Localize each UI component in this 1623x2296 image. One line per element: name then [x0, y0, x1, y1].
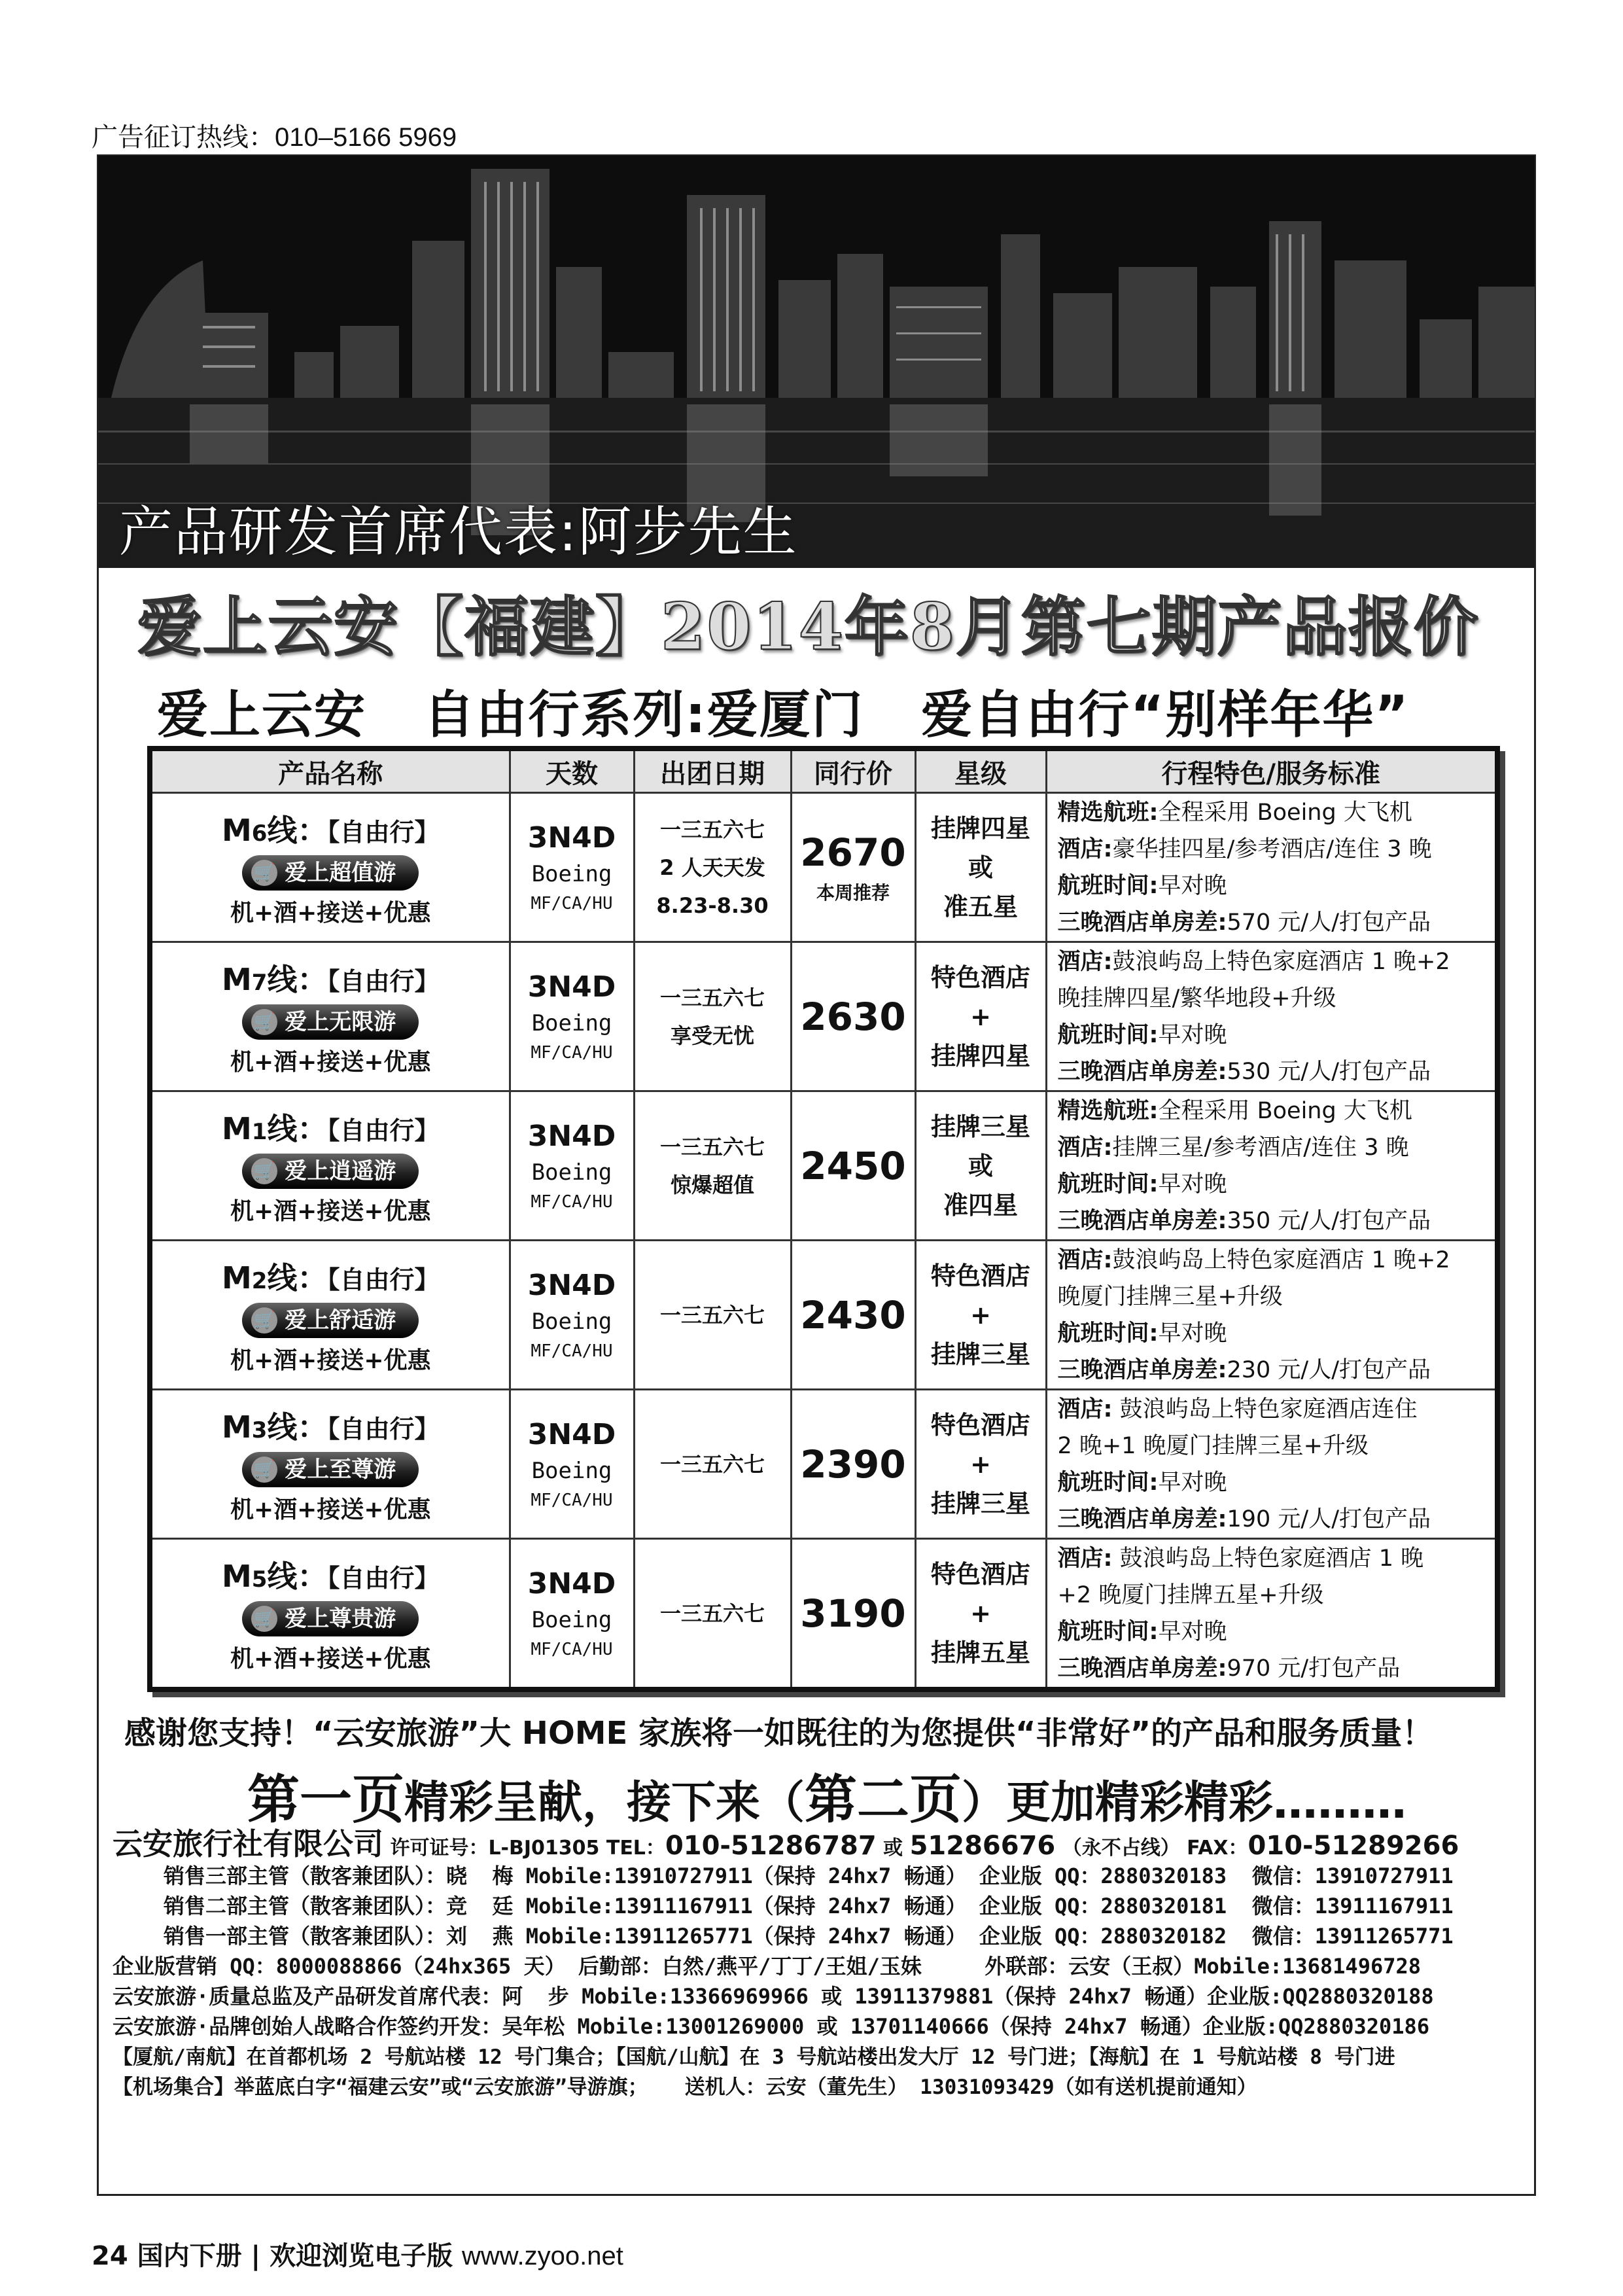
date-line: 2 人天天发: [659, 855, 765, 880]
aircraft: Boeing: [531, 1607, 612, 1633]
product-cell: [150, 1241, 510, 1390]
feature-line: [1058, 868, 1495, 904]
feature-line: [1058, 1129, 1495, 1166]
date-line: 一三五六七: [659, 1302, 765, 1328]
feature-text: 230 元/人/打包产品: [1227, 1356, 1431, 1383]
price-value: 2450: [800, 1143, 906, 1188]
line-name: [152, 1553, 509, 1596]
feature-text: 全程采用 Boeing 大飞机: [1158, 799, 1412, 826]
days-value: 3N4D: [527, 1120, 616, 1153]
feature-line: [1058, 980, 1495, 1017]
feature-line: [1058, 1391, 1495, 1428]
next-page-second: 第二页: [805, 1769, 962, 1830]
feature-line: [1058, 1279, 1495, 1315]
aircraft: Boeing: [531, 861, 612, 887]
feature-line: [1058, 831, 1495, 868]
line-letter: M: [222, 1559, 252, 1594]
line-letter: M: [222, 962, 252, 997]
days-value: 3N4D: [527, 1269, 616, 1302]
date-cell: [634, 1390, 791, 1539]
feature-label: 酒店:: [1057, 1134, 1113, 1161]
table-row: [150, 1539, 1497, 1690]
line-number: 3: [251, 1417, 268, 1443]
product-cell: [150, 1091, 510, 1241]
feature-label: 酒店:: [1057, 1396, 1113, 1422]
line-number: 5: [251, 1566, 268, 1593]
feature-line: [1058, 794, 1495, 831]
tel-or: 或: [876, 1837, 910, 1860]
star-cell: [915, 793, 1046, 942]
star-cell: [915, 1091, 1046, 1241]
feature-text: 鼓浪屿岛上特色家庭酒店连住: [1112, 1396, 1418, 1422]
line-suffix: 线：: [267, 1260, 328, 1296]
badge-label: 爱上舒适游: [285, 1307, 396, 1333]
airport-meeting: 【机场集合】举蓝底白字“福建云安”或“云安旅游”导游旗； 送机人：云安（董先生） 13031093429（如有送机提前通知）: [113, 2075, 1257, 2099]
star-line: 挂牌四星: [930, 1041, 1030, 1070]
feature-text: 晚挂牌四星/繁华地段+升级: [1057, 985, 1336, 1012]
product-badge-button[interactable]: [242, 855, 419, 891]
feature-text: 570 元/人/打包产品: [1227, 909, 1431, 936]
date-line: 一三五六七: [659, 1134, 765, 1159]
feature-text: 530 元/人/打包产品: [1227, 1058, 1431, 1085]
feature-label: 航班时间:: [1057, 1021, 1159, 1048]
header-date: 出团日期: [634, 749, 791, 793]
feature-label: 航班时间:: [1057, 1171, 1159, 1197]
footer-url[interactable]: www.zyoo.net: [462, 2242, 623, 2270]
star-line: 准五星: [943, 892, 1018, 921]
line-name: [152, 1105, 509, 1148]
feature-label: 三晚酒店单房差:: [1057, 1655, 1227, 1682]
price-table: [147, 746, 1500, 1692]
days-cell: [510, 1539, 634, 1690]
star-line: +: [970, 1002, 991, 1031]
feature-cell: [1046, 1091, 1497, 1241]
line-number: 6: [251, 821, 268, 847]
feature-text: 早对晚: [1158, 1469, 1227, 1496]
feature-text: 豪华挂四星/参考酒店/连住 3 晚: [1112, 836, 1432, 862]
feature-text: 全程采用 Boeing 大飞机: [1158, 1097, 1412, 1124]
feature-label: 酒店:: [1057, 1545, 1113, 1572]
aircraft: Boeing: [531, 1010, 612, 1036]
badge-label: 爱上超值游: [285, 860, 396, 886]
airlines: MF/CA/HU: [531, 894, 613, 913]
days-cell: [510, 1091, 634, 1241]
feature-line: [1058, 1352, 1495, 1388]
package-desc: 机+酒+接送+优惠: [230, 1496, 431, 1523]
price-value: 3190: [800, 1591, 906, 1636]
feature-label: 精选航班:: [1057, 799, 1159, 826]
price-cell: [791, 793, 915, 942]
hero-banner: [98, 156, 1535, 568]
feature-cell: [1046, 793, 1497, 942]
product-badge-button[interactable]: [242, 1601, 419, 1636]
line-number: 1: [251, 1119, 268, 1145]
days-cell: [510, 1390, 634, 1539]
feature-cell: [1046, 1390, 1497, 1539]
table-header-row: [150, 749, 1497, 793]
feature-label: 航班时间:: [1057, 1469, 1159, 1496]
star-line: +: [970, 1598, 991, 1628]
contact-quality: 云安旅游·质量总监及产品研发首席代表：阿 步 Mobile:13366969966 或 13911379881（保持 24hx7 畅通）企业版:QQ2880320188: [113, 1984, 1434, 2009]
table-row: [150, 1091, 1497, 1241]
days-value: 3N4D: [527, 821, 616, 855]
feature-text: 晚厦门挂牌三星+升级: [1057, 1283, 1283, 1310]
star-line: +: [970, 1300, 991, 1330]
page-number: 24: [92, 2241, 128, 2271]
line-name: [152, 956, 509, 999]
feature-line: [1058, 1464, 1495, 1501]
package-desc: 机+酒+接送+优惠: [230, 1198, 431, 1225]
price-value: 2670: [800, 830, 906, 875]
feature-text: 挂牌三星/参考酒店/连住 3 晚: [1112, 1134, 1409, 1161]
tel-number: 010-51286787: [665, 1831, 877, 1861]
airport-gates: 【厦航/南航】在首都机场 2 号航站楼 12 号门集合；【国航/山航】在 3 号航站楼出发大厅 12 号门进；【海航】在 1 号航站楼 8 号门进: [113, 2045, 1395, 2069]
airlines: MF/CA/HU: [531, 1640, 613, 1659]
price-value: 2630: [800, 994, 906, 1039]
days-value: 3N4D: [527, 1418, 616, 1451]
table-row: [150, 942, 1497, 1091]
cart-icon: 🛒: [251, 860, 277, 886]
feature-line: [1058, 1053, 1495, 1090]
feature-label: 三晚酒店单房差:: [1057, 1506, 1227, 1532]
airlines: MF/CA/HU: [531, 1043, 613, 1063]
line-name: [152, 1404, 509, 1447]
date-cell: [634, 1241, 791, 1390]
header-stars: 星级: [915, 749, 1046, 793]
package-desc: 机+酒+接送+优惠: [230, 1646, 431, 1672]
line-suffix: 线：: [267, 962, 328, 997]
aircraft: Boeing: [531, 1458, 612, 1484]
aircraft: Boeing: [531, 1309, 612, 1335]
feature-label: 三晚酒店单房差:: [1057, 1058, 1227, 1085]
star-line: 挂牌五星: [930, 1638, 1030, 1667]
days-value: 3N4D: [527, 970, 616, 1004]
price-value: 2390: [800, 1441, 906, 1487]
feature-line: [1058, 1577, 1495, 1614]
star-line: 挂牌四星: [930, 813, 1030, 843]
package-desc: 机+酒+接送+优惠: [230, 900, 431, 927]
feature-line: [1058, 944, 1495, 980]
cart-icon: 🛒: [251, 1158, 277, 1184]
product-cell: [150, 942, 510, 1091]
star-line: 或: [968, 853, 993, 882]
feature-label: 酒店:: [1057, 948, 1113, 975]
aircraft: Boeing: [531, 1159, 612, 1186]
feature-text: 鼓浪屿岛上特色家庭酒店 1 晚+2: [1112, 1246, 1450, 1273]
header-price: 同行价: [791, 749, 915, 793]
star-line: 特色酒店: [930, 1559, 1030, 1589]
company-name: 云安旅行社有限公司: [113, 1826, 383, 1862]
feature-line: [1058, 1203, 1495, 1239]
line-name: [152, 1254, 509, 1298]
price-cell: [791, 1390, 915, 1539]
date-line: 一三五六七: [659, 817, 765, 842]
company-line: [113, 1820, 1459, 1863]
line-suffix: 线：: [267, 1409, 328, 1445]
star-cell: [915, 942, 1046, 1091]
line-suffix: 线：: [267, 813, 328, 848]
cart-icon: 🛒: [251, 1606, 277, 1632]
feature-label: 精选航班:: [1057, 1097, 1159, 1124]
feature-text: 鼓浪屿岛上特色家庭酒店 1 晚: [1112, 1545, 1424, 1572]
line-name: [152, 807, 509, 850]
feature-line: [1058, 1614, 1495, 1650]
feature-cell: [1046, 1241, 1497, 1390]
fax-label: （永不占线） FAX：: [1055, 1837, 1248, 1860]
price-value: 2430: [800, 1292, 906, 1337]
star-cell: [915, 1390, 1046, 1539]
header-features: 行程特色/服务标准: [1046, 749, 1497, 793]
fax-number: 010-51289266: [1248, 1831, 1459, 1861]
feature-label: 酒店:: [1057, 1246, 1113, 1273]
star-line: +: [970, 1449, 991, 1479]
feature-line: [1058, 1650, 1495, 1687]
line-number: 7: [251, 970, 268, 996]
date-line: 享受无忧: [670, 1023, 754, 1048]
feature-text: 350 元/人/打包产品: [1227, 1207, 1431, 1234]
thanks-message: 感谢您支持！“云安旅游”大 HOME 家族将一如既往的为您提供“非常好”的产品和服务质量！: [124, 1715, 1434, 1752]
line-letter: M: [222, 1260, 252, 1296]
product-cell: [150, 1390, 510, 1539]
feature-label: 三晚酒店单房差:: [1057, 1207, 1227, 1234]
product-badge-button[interactable]: [242, 1452, 419, 1487]
feature-line: [1058, 1242, 1495, 1279]
line-letter: M: [222, 1409, 252, 1445]
star-cell: [915, 1241, 1046, 1390]
date-line: 惊爆超值: [670, 1172, 754, 1197]
line-suffix: 线：: [267, 1559, 328, 1594]
price-cell: [791, 942, 915, 1091]
days-cell: [510, 942, 634, 1091]
line-letter: M: [222, 1111, 252, 1146]
feature-text: 早对晚: [1158, 1171, 1227, 1197]
line-tag: 【自由行】: [327, 818, 440, 847]
feature-line: [1058, 1017, 1495, 1053]
product-badge-button[interactable]: [242, 1004, 419, 1040]
feature-text: 2 晚+1 晚厦门挂牌三星+升级: [1057, 1432, 1369, 1459]
table-row: [150, 793, 1497, 942]
airlines: MF/CA/HU: [531, 1491, 613, 1510]
footer-separator: |: [251, 2241, 261, 2271]
table-row: [150, 1390, 1497, 1539]
feature-text: 970 元/打包产品: [1227, 1655, 1401, 1682]
feature-line: [1058, 1315, 1495, 1352]
feature-line: [1058, 1501, 1495, 1538]
line-tag: 【自由行】: [327, 1415, 440, 1443]
product-badge-button[interactable]: [242, 1303, 419, 1338]
price-cell: [791, 1539, 915, 1690]
airlines: MF/CA/HU: [531, 1341, 613, 1361]
package-desc: 机+酒+接送+优惠: [230, 1347, 431, 1374]
feature-text: 早对晚: [1158, 1021, 1227, 1048]
product-cell: [150, 793, 510, 942]
cart-icon: 🛒: [251, 1009, 277, 1035]
date-line: 一三五六七: [659, 1600, 765, 1626]
feature-line: [1058, 1540, 1495, 1577]
feature-label: 三晚酒店单房差:: [1057, 1356, 1227, 1383]
airlines: MF/CA/HU: [531, 1192, 613, 1212]
tel-number-2: 51286676: [909, 1831, 1056, 1861]
star-line: 特色酒店: [930, 1410, 1030, 1439]
feature-text: 早对晚: [1158, 872, 1227, 899]
line-tag: 【自由行】: [327, 1265, 440, 1294]
feature-line: [1058, 1428, 1495, 1464]
feature-text: 早对晚: [1158, 1320, 1227, 1347]
header-days: 天数: [510, 749, 634, 793]
line-suffix: 线：: [267, 1111, 328, 1146]
license-tel-label: 许可证号：L-BJ01305 TEL：: [383, 1837, 665, 1860]
star-line: 挂牌三星: [930, 1339, 1030, 1369]
package-desc: 机+酒+接送+优惠: [230, 1049, 431, 1076]
feature-line: [1058, 904, 1495, 941]
contact-sales-2: 销售二部主管（散客兼团队）：竞 廷 Mobile:13911167911（保持 24hx7 畅通） 企业版 QQ：2880320181 微信：13911167911: [164, 1894, 1454, 1918]
header-product: 产品名称: [150, 749, 510, 793]
hero-caption: 产品研发首席代表:阿步先生: [119, 501, 798, 563]
cart-icon: 🛒: [251, 1307, 277, 1333]
date-line: 一三五六七: [659, 1451, 765, 1477]
page-footer: [92, 2235, 623, 2272]
price-note: 本周推荐: [816, 881, 890, 904]
main-title: 爱上云安【福建】2014年8月第七期产品报价: [137, 590, 1479, 665]
feature-text: 190 元/人/打包产品: [1227, 1506, 1431, 1532]
date-cell: [634, 1539, 791, 1690]
footer-slogan: 欢迎浏览电子版: [270, 2241, 453, 2271]
feature-label: 航班时间:: [1057, 1320, 1159, 1347]
line-tag: 【自由行】: [327, 967, 440, 996]
section-name: 国内下册: [137, 2241, 242, 2271]
date-cell: [634, 1091, 791, 1241]
star-line: 特色酒店: [930, 1261, 1030, 1290]
feature-cell: [1046, 942, 1497, 1091]
contact-sales-3: 销售三部主管（散客兼团队）：晓 梅 Mobile:13910727911（保持 24hx7 畅通） 企业版 QQ：2880320183 微信：13910727911: [164, 1863, 1454, 1888]
feature-label: 航班时间:: [1057, 872, 1159, 899]
product-badge-button[interactable]: [242, 1154, 419, 1189]
star-line: 挂牌三星: [930, 1112, 1030, 1141]
feature-text: +2 晚厦门挂牌五星+升级: [1057, 1581, 1324, 1608]
date-cell: [634, 942, 791, 1091]
line-letter: M: [222, 813, 252, 848]
product-cell: [150, 1539, 510, 1690]
feature-label: 三晚酒店单房差:: [1057, 909, 1227, 936]
price-cell: [791, 1241, 915, 1390]
table-row: [150, 1241, 1497, 1390]
next-page-text2: ）更加精彩精彩………: [962, 1777, 1407, 1829]
star-line: 或: [968, 1151, 993, 1180]
next-page-text1: 精彩呈献，接下来（: [404, 1777, 805, 1829]
badge-label: 爱上至尊游: [285, 1457, 396, 1483]
feature-text: 早对晚: [1158, 1618, 1227, 1645]
star-line: 准四星: [943, 1190, 1018, 1220]
feature-label: 航班时间:: [1057, 1618, 1159, 1645]
feature-line: [1058, 1166, 1495, 1203]
star-line: 特色酒店: [930, 963, 1030, 992]
feature-line: [1058, 1093, 1495, 1129]
contact-marketing: 企业版营销 QQ：8000088866（24hx365 天） 后勤部：白然/燕平/丁丁/王姐/玉妹 外联部：云安（王叔）Mobile:13681496728: [113, 1954, 1422, 1979]
feature-cell: [1046, 1539, 1497, 1690]
days-cell: [510, 793, 634, 942]
star-cell: [915, 1539, 1046, 1690]
subtitle: 爱上云安 自由行系列:爱厦门 爱自由行“别样年华”: [157, 686, 1410, 745]
star-line: 挂牌三星: [930, 1489, 1030, 1518]
price-cell: [791, 1091, 915, 1241]
line-tag: 【自由行】: [327, 1564, 440, 1593]
badge-label: 爱上尊贵游: [285, 1606, 396, 1632]
feature-label: 酒店:: [1057, 836, 1113, 862]
date-line: 一三五六七: [659, 985, 765, 1010]
date-line: 8.23-8.30: [656, 892, 769, 918]
feature-text: 鼓浪屿岛上特色家庭酒店 1 晚+2: [1112, 948, 1450, 975]
days-cell: [510, 1241, 634, 1390]
date-cell: [634, 793, 791, 942]
badge-label: 爱上无限游: [285, 1009, 396, 1035]
ad-hotline: 广告征订热线：010–5166 5969: [92, 123, 457, 152]
line-number: 2: [251, 1268, 268, 1294]
line-tag: 【自由行】: [327, 1116, 440, 1145]
contact-founder: 云安旅游·品牌创始人战略合作签约开发：吴年松 Mobile:13001269000 或 13701140666（保持 24hx7 畅通）企业版:QQ2880320186: [113, 2014, 1430, 2039]
cart-icon: 🛒: [251, 1457, 277, 1483]
badge-label: 爱上逍遥游: [285, 1158, 396, 1184]
days-value: 3N4D: [527, 1567, 616, 1600]
contact-sales-1: 销售一部主管（散客兼团队）：刘 燕 Mobile:13911265771（保持 24hx7 畅通） 企业版 QQ：2880320182 微信：13911265771: [164, 1924, 1454, 1949]
next-page-first: 第一页: [247, 1769, 404, 1830]
